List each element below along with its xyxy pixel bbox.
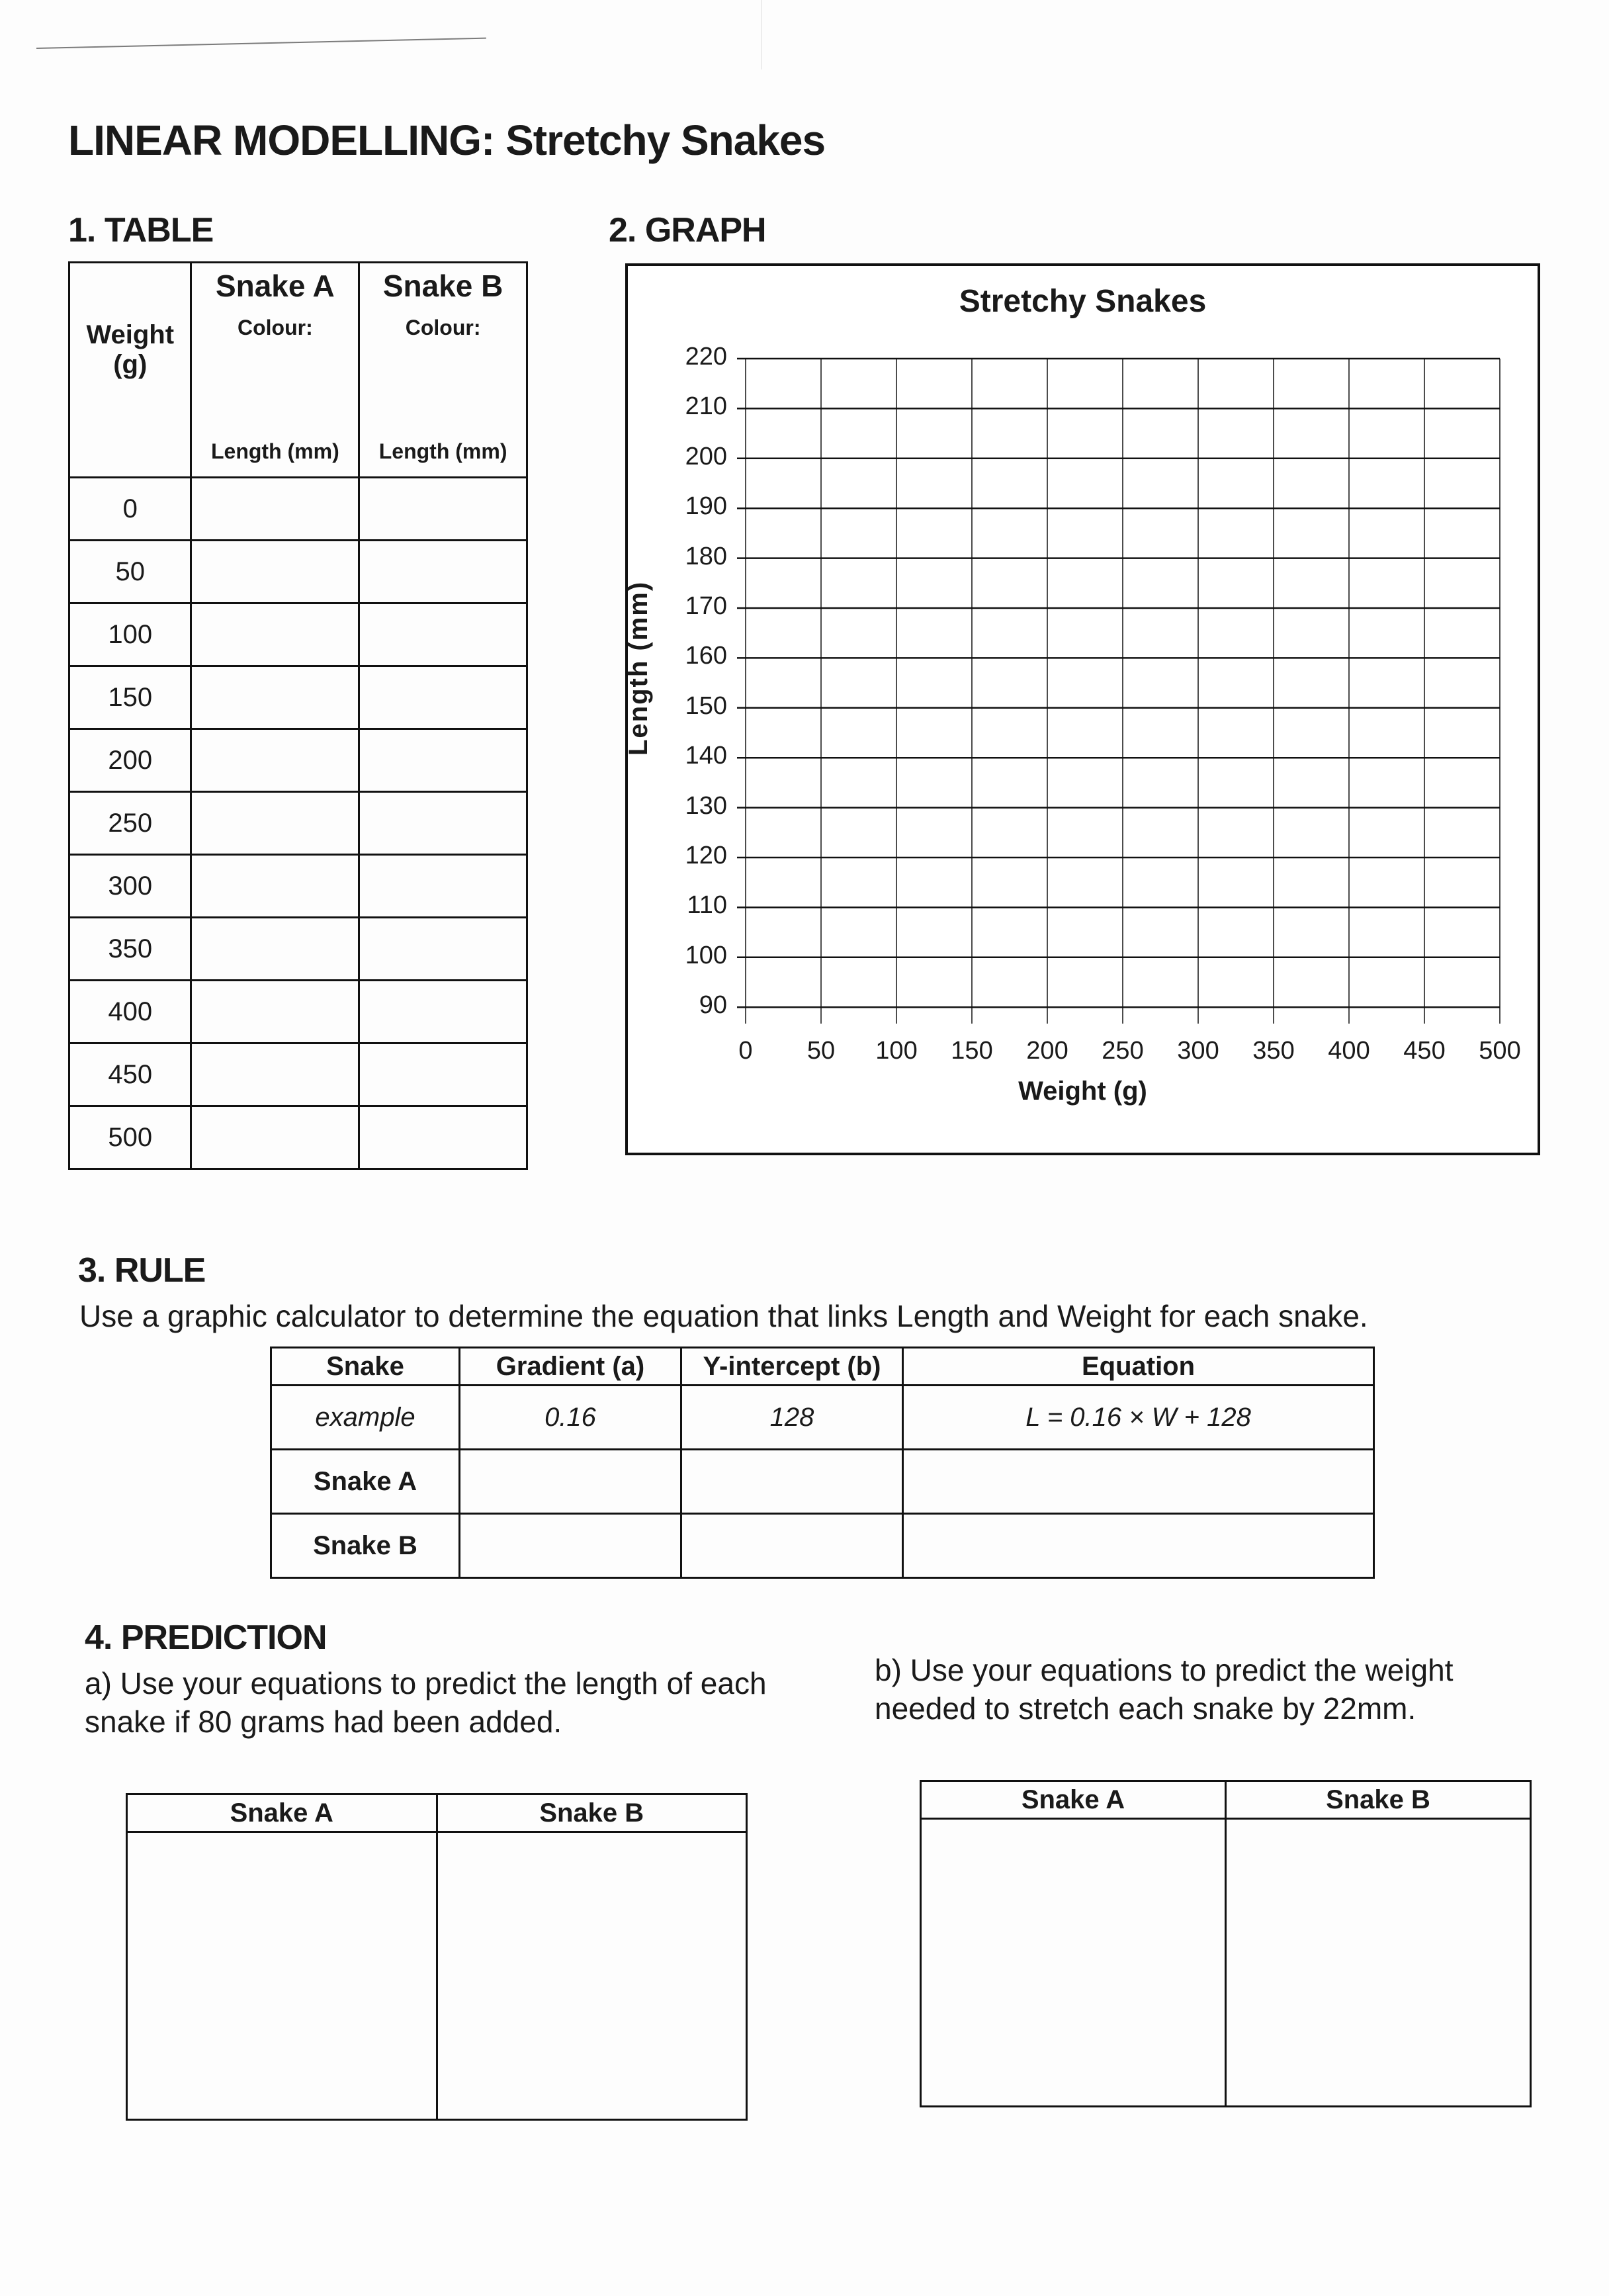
snake-a-colour-label: Colour: xyxy=(237,316,313,339)
snake-a-equation-input[interactable] xyxy=(903,1450,1374,1514)
prediction-b-table xyxy=(920,1780,1532,2107)
weight-cell: 400 xyxy=(69,981,191,1043)
example-equation: L = 0.16 × W + 128 xyxy=(903,1386,1374,1450)
example-label: example xyxy=(271,1386,460,1450)
y-tick: 170 xyxy=(685,592,727,620)
section-graph-heading: 2. GRAPH xyxy=(609,211,766,249)
x-tick: 150 xyxy=(951,1037,993,1065)
snake-b-header xyxy=(359,263,527,478)
weight-header xyxy=(69,263,191,478)
weight-cell: 150 xyxy=(69,666,191,729)
x-tick: 400 xyxy=(1328,1037,1370,1065)
prediction-b-col-snake-a: Snake A xyxy=(921,1781,1226,1819)
table-row xyxy=(69,541,527,603)
snake-a-length-input[interactable] xyxy=(191,1043,359,1106)
rule-instructions: Use a graphic calculator to determine the equation that links Length and Weight for each snake. xyxy=(79,1299,1368,1333)
snake-a-header xyxy=(191,263,359,478)
table-row xyxy=(69,666,527,729)
table-row xyxy=(69,729,527,792)
snake-a-length-input[interactable] xyxy=(191,478,359,541)
x-tick: 100 xyxy=(875,1037,918,1065)
prediction-b-instructions: b) Use your equations to predict the weight needed to stretch each snake by 22mm. xyxy=(875,1653,1454,1726)
y-axis-label: Length (mm) xyxy=(624,580,653,756)
x-tick: 450 xyxy=(1403,1037,1446,1065)
table-row xyxy=(69,603,527,666)
prediction-b-col-snake-b: Snake B xyxy=(1226,1781,1531,1819)
snake-a-length-input[interactable] xyxy=(191,792,359,855)
y-tick: 130 xyxy=(685,792,727,820)
snake-b-length-input[interactable] xyxy=(359,981,527,1043)
x-tick: 0 xyxy=(738,1037,753,1065)
chart-title: Stretchy Snakes xyxy=(959,284,1207,319)
prediction-b-snake-a-answer[interactable] xyxy=(921,1819,1226,2107)
chart-frame xyxy=(625,263,1540,1155)
snake-b-label: Snake B xyxy=(382,269,503,303)
snake-a-length-input[interactable] xyxy=(191,666,359,729)
snake-b-length-input[interactable] xyxy=(359,729,527,792)
example-gradient: 0.16 xyxy=(460,1386,681,1450)
table-row xyxy=(271,1450,1374,1514)
weight-cell: 50 xyxy=(69,541,191,603)
y-tick: 120 xyxy=(685,842,727,869)
prediction-a-table xyxy=(126,1793,748,2121)
snake-a-length-input[interactable] xyxy=(191,603,359,666)
snake-a-row-label: Snake A xyxy=(271,1450,460,1514)
snake-a-label: Snake A xyxy=(215,269,335,303)
snake-a-length-input[interactable] xyxy=(191,981,359,1043)
y-tick: 220 xyxy=(685,343,727,371)
y-tick: 100 xyxy=(685,942,727,969)
weight-cell: 450 xyxy=(69,1043,191,1106)
y-tick: 200 xyxy=(685,443,727,470)
col-gradient: Gradient (a) xyxy=(460,1348,681,1386)
snake-b-length-input[interactable] xyxy=(359,792,527,855)
section-prediction-heading: 4. PREDICTION xyxy=(85,1618,327,1657)
y-tick: 180 xyxy=(685,543,727,570)
snake-b-length-input[interactable] xyxy=(359,918,527,981)
table-row xyxy=(69,1106,527,1169)
data-table xyxy=(68,261,528,1170)
prediction-a-instructions: a) Use your equations to predict the length of each snake if 80 grams had been added. xyxy=(85,1666,767,1739)
snake-a-length-input[interactable] xyxy=(191,855,359,918)
x-tick: 50 xyxy=(806,1037,836,1065)
snake-a-gradient-input[interactable] xyxy=(460,1450,681,1514)
scan-artifact-line xyxy=(36,38,486,49)
table-row xyxy=(69,792,527,855)
x-tick: 200 xyxy=(1026,1037,1068,1065)
snake-b-equation-input[interactable] xyxy=(903,1514,1374,1578)
y-tick: 210 xyxy=(685,392,727,420)
snake-a-length-input[interactable] xyxy=(191,918,359,981)
x-tick: 300 xyxy=(1177,1037,1219,1065)
y-tick: 140 xyxy=(685,742,727,770)
prediction-a-col-snake-b: Snake B xyxy=(437,1794,747,1832)
snake-b-gradient-input[interactable] xyxy=(460,1514,681,1578)
col-snake: Snake xyxy=(271,1348,460,1386)
rule-table xyxy=(270,1347,1375,1579)
weight-cell: 300 xyxy=(69,855,191,918)
table-row xyxy=(69,918,527,981)
snake-b-length-input[interactable] xyxy=(359,666,527,729)
section-rule-heading: 3. RULE xyxy=(78,1251,206,1290)
snake-b-length-input[interactable] xyxy=(359,1043,527,1106)
snake-a-length-input[interactable] xyxy=(191,729,359,792)
y-tick: 150 xyxy=(685,692,727,720)
col-intercept: Y-intercept (b) xyxy=(681,1348,903,1386)
weight-header-label: Weight (g) xyxy=(86,320,175,379)
example-intercept: 128 xyxy=(681,1386,903,1450)
weight-cell: 250 xyxy=(69,792,191,855)
section-table-heading: 1. TABLE xyxy=(68,211,214,249)
table-row xyxy=(271,1514,1374,1578)
y-tick: 90 xyxy=(699,991,727,1019)
table-row xyxy=(271,1386,1374,1450)
prediction-a-col-snake-a: Snake A xyxy=(127,1794,437,1832)
chart-grid[interactable] xyxy=(628,266,1538,1153)
snake-b-length-label: Length (mm) xyxy=(378,439,507,463)
y-tick: 110 xyxy=(687,891,727,919)
table-row xyxy=(69,981,527,1043)
weight-cell: 200 xyxy=(69,729,191,792)
table-row xyxy=(69,1043,527,1106)
snake-a-intercept-input[interactable] xyxy=(681,1450,903,1514)
x-tick: 350 xyxy=(1252,1037,1295,1065)
prediction-a-snake-b-answer[interactable] xyxy=(437,1832,747,2120)
table-row xyxy=(69,855,527,918)
weight-cell: 100 xyxy=(69,603,191,666)
prediction-b-snake-b-answer[interactable] xyxy=(1226,1819,1531,2107)
x-axis-label: Weight (g) xyxy=(1018,1077,1147,1106)
weight-cell: 500 xyxy=(69,1106,191,1169)
snake-b-length-input[interactable] xyxy=(359,855,527,918)
snake-b-length-input[interactable] xyxy=(359,541,527,603)
snake-b-colour-label: Colour: xyxy=(405,316,481,339)
page-title: LINEAR MODELLING: Stretchy Snakes xyxy=(68,116,826,164)
snake-b-length-input[interactable] xyxy=(359,1106,527,1169)
snake-a-length-input[interactable] xyxy=(191,1106,359,1169)
weight-cell: 350 xyxy=(69,918,191,981)
prediction-a-snake-a-answer[interactable] xyxy=(127,1832,437,2120)
x-tick: 250 xyxy=(1102,1037,1144,1065)
col-equation: Equation xyxy=(903,1348,1374,1386)
y-tick: 190 xyxy=(685,492,727,520)
snake-a-length-input[interactable] xyxy=(191,541,359,603)
snake-b-length-input[interactable] xyxy=(359,603,527,666)
snake-b-intercept-input[interactable] xyxy=(681,1514,903,1578)
weight-cell: 0 xyxy=(69,478,191,541)
table-row xyxy=(69,478,527,541)
x-tick: 500 xyxy=(1479,1037,1521,1065)
snake-a-length-label: Length (mm) xyxy=(210,439,339,463)
snake-b-row-label: Snake B xyxy=(271,1514,460,1578)
y-tick: 160 xyxy=(685,642,727,670)
snake-b-length-input[interactable] xyxy=(359,478,527,541)
